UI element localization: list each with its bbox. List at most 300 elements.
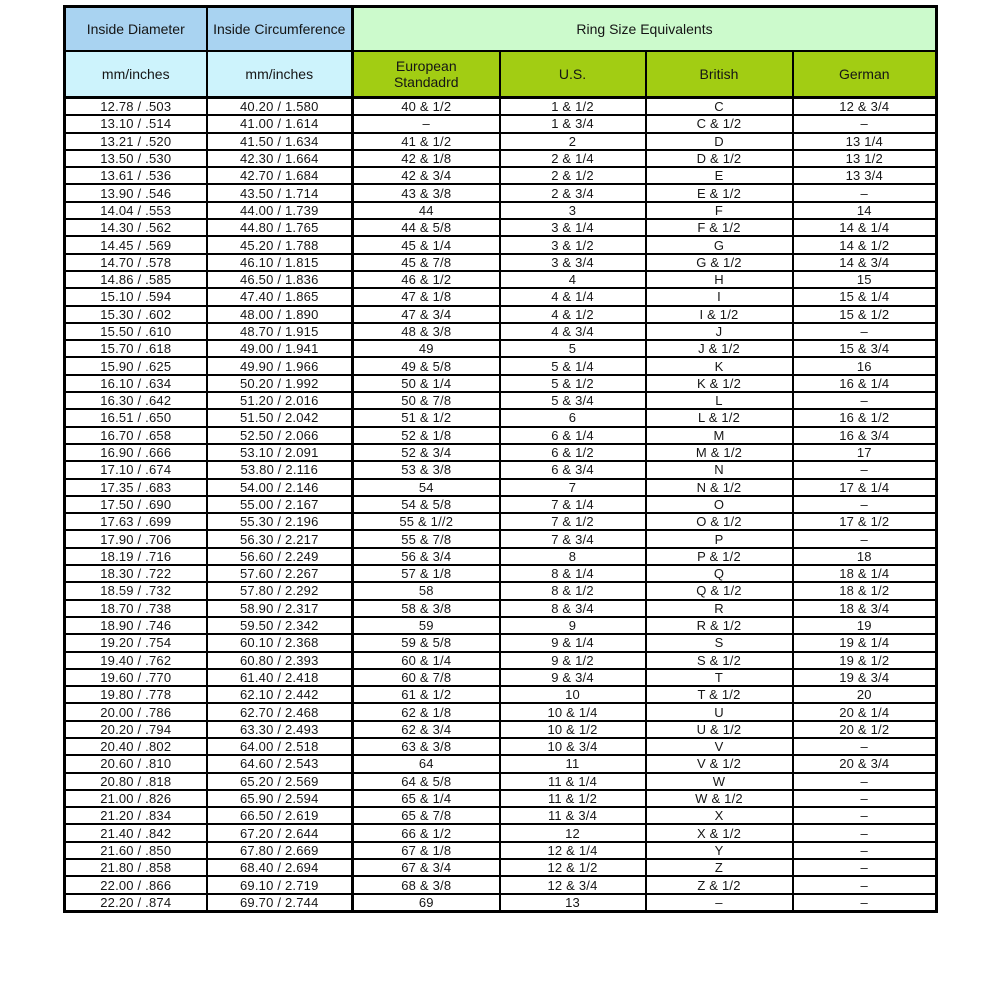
cell-european-size: 64: [353, 755, 500, 772]
cell-european-size: 47 & 1/8: [353, 288, 500, 305]
cell-german-size: 18 & 3/4: [793, 600, 937, 617]
table-row: [65, 894, 937, 912]
cell-british-size: L & 1/2: [646, 409, 793, 426]
cell-us-size: 7 & 1/2: [500, 513, 646, 530]
cell-european-size: 67 & 1/8: [353, 842, 500, 859]
cell-circumference: 67.80 / 2.669: [207, 842, 353, 859]
cell-european-size: 45 & 1/4: [353, 236, 500, 253]
cell-us-size: 8 & 1/4: [500, 565, 646, 582]
cell-british-size: U: [646, 703, 793, 720]
cell-us-size: 11 & 1/2: [500, 790, 646, 807]
cell-diameter: 15.50 / .610: [65, 323, 207, 340]
subheader-british: British: [646, 51, 793, 98]
cell-german-size: –: [793, 807, 937, 824]
cell-circumference: 57.80 / 2.292: [207, 582, 353, 599]
cell-diameter: 15.10 / .594: [65, 288, 207, 305]
cell-european-size: 49 & 5/8: [353, 357, 500, 374]
cell-british-size: I: [646, 288, 793, 305]
cell-circumference: 58.90 / 2.317: [207, 600, 353, 617]
table-row: [65, 652, 937, 669]
cell-circumference: 49.90 / 1.966: [207, 357, 353, 374]
cell-european-size: 40 & 1/2: [353, 98, 500, 116]
cell-diameter: 22.20 / .874: [65, 894, 207, 912]
cell-german-size: 19: [793, 617, 937, 634]
cell-circumference: 56.60 / 2.249: [207, 548, 353, 565]
table-row: [65, 254, 937, 271]
table-row: [65, 306, 937, 323]
cell-us-size: 7 & 3/4: [500, 530, 646, 547]
cell-diameter: 15.90 / .625: [65, 357, 207, 374]
cell-british-size: D & 1/2: [646, 150, 793, 167]
cell-european-size: 50 & 7/8: [353, 392, 500, 409]
cell-us-size: 12: [500, 824, 646, 841]
cell-british-size: I & 1/2: [646, 306, 793, 323]
table-row: [65, 634, 937, 651]
cell-european-size: 64 & 5/8: [353, 773, 500, 790]
subheader-german: German: [793, 51, 937, 98]
cell-circumference: 54.00 / 2.146: [207, 479, 353, 496]
cell-british-size: N: [646, 461, 793, 478]
cell-us-size: 9: [500, 617, 646, 634]
cell-european-size: 54: [353, 479, 500, 496]
cell-german-size: 17 & 1/2: [793, 513, 937, 530]
cell-circumference: 45.20 / 1.788: [207, 236, 353, 253]
cell-us-size: 3 & 3/4: [500, 254, 646, 271]
cell-us-size: 4 & 3/4: [500, 323, 646, 340]
cell-german-size: 16 & 3/4: [793, 427, 937, 444]
table-row: [65, 773, 937, 790]
table-row: [65, 807, 937, 824]
cell-us-size: 7 & 1/4: [500, 496, 646, 513]
cell-british-size: R: [646, 600, 793, 617]
cell-european-size: 62 & 3/4: [353, 721, 500, 738]
cell-circumference: 47.40 / 1.865: [207, 288, 353, 305]
cell-german-size: –: [793, 859, 937, 876]
cell-circumference: 64.00 / 2.518: [207, 738, 353, 755]
table-header: [65, 7, 937, 98]
cell-german-size: –: [793, 323, 937, 340]
cell-circumference: 46.50 / 1.836: [207, 271, 353, 288]
table-row: [65, 392, 937, 409]
table-row: [65, 876, 937, 893]
cell-circumference: 62.70 / 2.468: [207, 703, 353, 720]
cell-british-size: P: [646, 530, 793, 547]
cell-british-size: T & 1/2: [646, 686, 793, 703]
table-row: [65, 409, 937, 426]
cell-british-size: S & 1/2: [646, 652, 793, 669]
cell-us-size: 1 & 3/4: [500, 115, 646, 132]
cell-german-size: –: [793, 461, 937, 478]
cell-diameter: 17.35 / .683: [65, 479, 207, 496]
cell-circumference: 41.00 / 1.614: [207, 115, 353, 132]
cell-german-size: –: [793, 773, 937, 790]
cell-diameter: 18.59 / .732: [65, 582, 207, 599]
cell-european-size: 63 & 3/8: [353, 738, 500, 755]
cell-german-size: 20 & 1/2: [793, 721, 937, 738]
cell-diameter: 20.80 / .818: [65, 773, 207, 790]
cell-us-size: 10 & 1/4: [500, 703, 646, 720]
cell-circumference: 44.00 / 1.739: [207, 202, 353, 219]
table-row: [65, 357, 937, 374]
cell-european-size: 52 & 3/4: [353, 444, 500, 461]
table-row: [65, 548, 937, 565]
cell-us-size: 3 & 1/4: [500, 219, 646, 236]
cell-british-size: H: [646, 271, 793, 288]
cell-diameter: 16.70 / .658: [65, 427, 207, 444]
table-row: [65, 219, 937, 236]
cell-diameter: 21.20 / .834: [65, 807, 207, 824]
table-row: [65, 824, 937, 841]
cell-diameter: 21.00 / .826: [65, 790, 207, 807]
cell-circumference: 43.50 / 1.714: [207, 184, 353, 201]
cell-circumference: 51.20 / 2.016: [207, 392, 353, 409]
cell-european-size: 51 & 1/2: [353, 409, 500, 426]
cell-circumference: 42.70 / 1.684: [207, 167, 353, 184]
cell-german-size: 18 & 1/4: [793, 565, 937, 582]
cell-diameter: 17.10 / .674: [65, 461, 207, 478]
cell-diameter: 21.40 / .842: [65, 824, 207, 841]
cell-european-size: 59 & 5/8: [353, 634, 500, 651]
cell-british-size: J: [646, 323, 793, 340]
cell-diameter: 18.19 / .716: [65, 548, 207, 565]
table-row: [65, 150, 937, 167]
cell-european-size: –: [353, 115, 500, 132]
table-row: [65, 236, 937, 253]
ring-size-table-container: [63, 5, 935, 913]
cell-british-size: O: [646, 496, 793, 513]
table-row: [65, 859, 937, 876]
table-row: [65, 133, 937, 150]
cell-german-size: 16 & 1/4: [793, 375, 937, 392]
cell-british-size: E & 1/2: [646, 184, 793, 201]
cell-us-size: 3: [500, 202, 646, 219]
cell-german-size: 13 1/4: [793, 133, 937, 150]
cell-german-size: 20: [793, 686, 937, 703]
cell-european-size: 45 & 7/8: [353, 254, 500, 271]
table-row: [65, 323, 937, 340]
table-row: [65, 600, 937, 617]
cell-german-size: 14 & 1/4: [793, 219, 937, 236]
subheader-european-standard-label: European Standadrd: [393, 58, 459, 90]
cell-british-size: K & 1/2: [646, 375, 793, 392]
cell-us-size: 10 & 3/4: [500, 738, 646, 755]
table-row: [65, 530, 937, 547]
table-row: [65, 427, 937, 444]
cell-german-size: 19 & 1/4: [793, 634, 937, 651]
cell-us-size: 6 & 1/4: [500, 427, 646, 444]
cell-german-size: –: [793, 115, 937, 132]
table-row: [65, 721, 937, 738]
cell-german-size: 15 & 1/4: [793, 288, 937, 305]
cell-us-size: 8 & 1/2: [500, 582, 646, 599]
cell-european-size: 61 & 1/2: [353, 686, 500, 703]
header-row-subtitles: [65, 51, 937, 98]
cell-circumference: 68.40 / 2.694: [207, 859, 353, 876]
cell-british-size: W: [646, 773, 793, 790]
cell-us-size: 2: [500, 133, 646, 150]
cell-circumference: 49.00 / 1.941: [207, 340, 353, 357]
table-row: [65, 669, 937, 686]
cell-us-size: 9 & 3/4: [500, 669, 646, 686]
cell-german-size: 17 & 1/4: [793, 479, 937, 496]
cell-german-size: 15 & 1/2: [793, 306, 937, 323]
cell-diameter: 19.60 / .770: [65, 669, 207, 686]
cell-circumference: 62.10 / 2.442: [207, 686, 353, 703]
cell-circumference: 65.20 / 2.569: [207, 773, 353, 790]
table-row: [65, 271, 937, 288]
cell-european-size: 43 & 3/8: [353, 184, 500, 201]
cell-german-size: 15 & 3/4: [793, 340, 937, 357]
table-row: [65, 288, 937, 305]
cell-us-size: 9 & 1/2: [500, 652, 646, 669]
cell-circumference: 61.40 / 2.418: [207, 669, 353, 686]
cell-british-size: D: [646, 133, 793, 150]
cell-german-size: 18 & 1/2: [793, 582, 937, 599]
table-row: [65, 513, 937, 530]
cell-european-size: 58 & 3/8: [353, 600, 500, 617]
cell-us-size: 1 & 1/2: [500, 98, 646, 116]
cell-british-size: L: [646, 392, 793, 409]
subheader-european-standard: [353, 51, 500, 98]
cell-circumference: 51.50 / 2.042: [207, 409, 353, 426]
cell-british-size: O & 1/2: [646, 513, 793, 530]
cell-us-size: 12 & 1/2: [500, 859, 646, 876]
cell-german-size: 16: [793, 357, 937, 374]
cell-german-size: 16 & 1/2: [793, 409, 937, 426]
cell-us-size: 8 & 3/4: [500, 600, 646, 617]
cell-british-size: T: [646, 669, 793, 686]
cell-diameter: 14.45 / .569: [65, 236, 207, 253]
cell-diameter: 20.00 / .786: [65, 703, 207, 720]
cell-european-size: 47 & 3/4: [353, 306, 500, 323]
cell-diameter: 13.61 / .536: [65, 167, 207, 184]
cell-european-size: 58: [353, 582, 500, 599]
cell-german-size: 13 1/2: [793, 150, 937, 167]
cell-circumference: 59.50 / 2.342: [207, 617, 353, 634]
cell-us-size: 2 & 1/4: [500, 150, 646, 167]
cell-european-size: 53 & 3/8: [353, 461, 500, 478]
cell-diameter: 13.90 / .546: [65, 184, 207, 201]
cell-diameter: 14.86 / .585: [65, 271, 207, 288]
cell-diameter: 16.90 / .666: [65, 444, 207, 461]
cell-diameter: 16.51 / .650: [65, 409, 207, 426]
cell-us-size: 2 & 1/2: [500, 167, 646, 184]
cell-german-size: –: [793, 894, 937, 912]
cell-british-size: F & 1/2: [646, 219, 793, 236]
cell-european-size: 44: [353, 202, 500, 219]
cell-diameter: 14.04 / .553: [65, 202, 207, 219]
table-row: [65, 479, 937, 496]
cell-german-size: –: [793, 496, 937, 513]
cell-british-size: G: [646, 236, 793, 253]
cell-british-size: Q: [646, 565, 793, 582]
cell-circumference: 52.50 / 2.066: [207, 427, 353, 444]
cell-circumference: 66.50 / 2.619: [207, 807, 353, 824]
header-inside-circumference: Inside Circumference: [207, 7, 353, 52]
cell-british-size: J & 1/2: [646, 340, 793, 357]
cell-european-size: 62 & 1/8: [353, 703, 500, 720]
cell-us-size: 10 & 1/2: [500, 721, 646, 738]
cell-diameter: 13.50 / .530: [65, 150, 207, 167]
table-row: [65, 842, 937, 859]
cell-diameter: 20.60 / .810: [65, 755, 207, 772]
cell-german-size: 15: [793, 271, 937, 288]
cell-us-size: 3 & 1/2: [500, 236, 646, 253]
cell-german-size: 20 & 3/4: [793, 755, 937, 772]
cell-german-size: 19 & 3/4: [793, 669, 937, 686]
cell-circumference: 60.10 / 2.368: [207, 634, 353, 651]
cell-us-size: 5 & 1/2: [500, 375, 646, 392]
cell-circumference: 53.80 / 2.116: [207, 461, 353, 478]
cell-diameter: 19.80 / .778: [65, 686, 207, 703]
cell-british-size: Q & 1/2: [646, 582, 793, 599]
cell-diameter: 21.80 / .858: [65, 859, 207, 876]
cell-diameter: 21.60 / .850: [65, 842, 207, 859]
cell-european-size: 42 & 3/4: [353, 167, 500, 184]
cell-british-size: X: [646, 807, 793, 824]
cell-us-size: 7: [500, 479, 646, 496]
table-body: [65, 98, 937, 912]
cell-british-size: S: [646, 634, 793, 651]
cell-german-size: 13 3/4: [793, 167, 937, 184]
table-row: [65, 686, 937, 703]
cell-circumference: 40.20 / 1.580: [207, 98, 353, 116]
cell-german-size: 12 & 3/4: [793, 98, 937, 116]
cell-us-size: 4 & 1/2: [500, 306, 646, 323]
cell-us-size: 12 & 1/4: [500, 842, 646, 859]
cell-diameter: 12.78 / .503: [65, 98, 207, 116]
cell-european-size: 60 & 1/4: [353, 652, 500, 669]
cell-european-size: 54 & 5/8: [353, 496, 500, 513]
cell-circumference: 48.00 / 1.890: [207, 306, 353, 323]
table-row: [65, 340, 937, 357]
cell-circumference: 46.10 / 1.815: [207, 254, 353, 271]
cell-european-size: 46 & 1/2: [353, 271, 500, 288]
cell-german-size: 14 & 1/2: [793, 236, 937, 253]
table-row: [65, 582, 937, 599]
cell-us-size: 5 & 1/4: [500, 357, 646, 374]
table-row: [65, 184, 937, 201]
cell-british-size: –: [646, 894, 793, 912]
cell-us-size: 4: [500, 271, 646, 288]
cell-circumference: 69.10 / 2.719: [207, 876, 353, 893]
cell-british-size: W & 1/2: [646, 790, 793, 807]
cell-british-size: M & 1/2: [646, 444, 793, 461]
table-row: [65, 375, 937, 392]
header-inside-diameter: Inside Diameter: [65, 7, 207, 52]
cell-german-size: –: [793, 530, 937, 547]
cell-british-size: Z & 1/2: [646, 876, 793, 893]
cell-circumference: 48.70 / 1.915: [207, 323, 353, 340]
cell-british-size: F: [646, 202, 793, 219]
cell-european-size: 68 & 3/8: [353, 876, 500, 893]
cell-british-size: U & 1/2: [646, 721, 793, 738]
cell-german-size: –: [793, 876, 937, 893]
cell-diameter: 17.90 / .706: [65, 530, 207, 547]
cell-circumference: 64.60 / 2.543: [207, 755, 353, 772]
cell-german-size: –: [793, 790, 937, 807]
cell-british-size: X & 1/2: [646, 824, 793, 841]
cell-diameter: 19.20 / .754: [65, 634, 207, 651]
table-row: [65, 444, 937, 461]
cell-circumference: 42.30 / 1.664: [207, 150, 353, 167]
cell-european-size: 41 & 1/2: [353, 133, 500, 150]
cell-british-size: R & 1/2: [646, 617, 793, 634]
table-row: [65, 755, 937, 772]
cell-us-size: 12 & 3/4: [500, 876, 646, 893]
cell-us-size: 6: [500, 409, 646, 426]
cell-diameter: 20.20 / .794: [65, 721, 207, 738]
cell-german-size: –: [793, 392, 937, 409]
cell-circumference: 44.80 / 1.765: [207, 219, 353, 236]
cell-diameter: 18.90 / .746: [65, 617, 207, 634]
table-row: [65, 496, 937, 513]
cell-circumference: 69.70 / 2.744: [207, 894, 353, 912]
cell-european-size: 65 & 1/4: [353, 790, 500, 807]
cell-diameter: 14.70 / .578: [65, 254, 207, 271]
table-row: [65, 617, 937, 634]
cell-european-size: 60 & 7/8: [353, 669, 500, 686]
cell-diameter: 17.63 / .699: [65, 513, 207, 530]
cell-diameter: 16.10 / .634: [65, 375, 207, 392]
cell-european-size: 42 & 1/8: [353, 150, 500, 167]
table-row: [65, 790, 937, 807]
cell-us-size: 11: [500, 755, 646, 772]
cell-diameter: 18.70 / .738: [65, 600, 207, 617]
cell-british-size: K: [646, 357, 793, 374]
cell-diameter: 20.40 / .802: [65, 738, 207, 755]
cell-us-size: 11 & 3/4: [500, 807, 646, 824]
cell-diameter: 17.50 / .690: [65, 496, 207, 513]
table-row: [65, 115, 937, 132]
cell-us-size: 5: [500, 340, 646, 357]
cell-us-size: 8: [500, 548, 646, 565]
cell-us-size: 6 & 3/4: [500, 461, 646, 478]
cell-european-size: 65 & 7/8: [353, 807, 500, 824]
cell-diameter: 15.30 / .602: [65, 306, 207, 323]
cell-european-size: 55 & 1//2: [353, 513, 500, 530]
cell-circumference: 65.90 / 2.594: [207, 790, 353, 807]
cell-us-size: 2 & 3/4: [500, 184, 646, 201]
header-row-titles: [65, 7, 937, 52]
cell-german-size: –: [793, 824, 937, 841]
cell-british-size: V: [646, 738, 793, 755]
cell-german-size: –: [793, 842, 937, 859]
cell-us-size: 4 & 1/4: [500, 288, 646, 305]
cell-us-size: 11 & 1/4: [500, 773, 646, 790]
cell-circumference: 55.00 / 2.167: [207, 496, 353, 513]
ring-size-conversion-table: [63, 5, 938, 913]
cell-german-size: –: [793, 184, 937, 201]
table-row: [65, 167, 937, 184]
cell-european-size: 44 & 5/8: [353, 219, 500, 236]
cell-us-size: 10: [500, 686, 646, 703]
cell-us-size: 5 & 3/4: [500, 392, 646, 409]
cell-diameter: 13.10 / .514: [65, 115, 207, 132]
cell-british-size: G & 1/2: [646, 254, 793, 271]
subheader-mm-inches-circumference: mm/inches: [207, 51, 353, 98]
cell-german-size: 14: [793, 202, 937, 219]
table-row: [65, 98, 937, 116]
table-row: [65, 461, 937, 478]
cell-us-size: 9 & 1/4: [500, 634, 646, 651]
cell-european-size: 59: [353, 617, 500, 634]
cell-diameter: 15.70 / .618: [65, 340, 207, 357]
cell-circumference: 60.80 / 2.393: [207, 652, 353, 669]
subheader-us: U.S.: [500, 51, 646, 98]
table-row: [65, 738, 937, 755]
cell-diameter: 22.00 / .866: [65, 876, 207, 893]
